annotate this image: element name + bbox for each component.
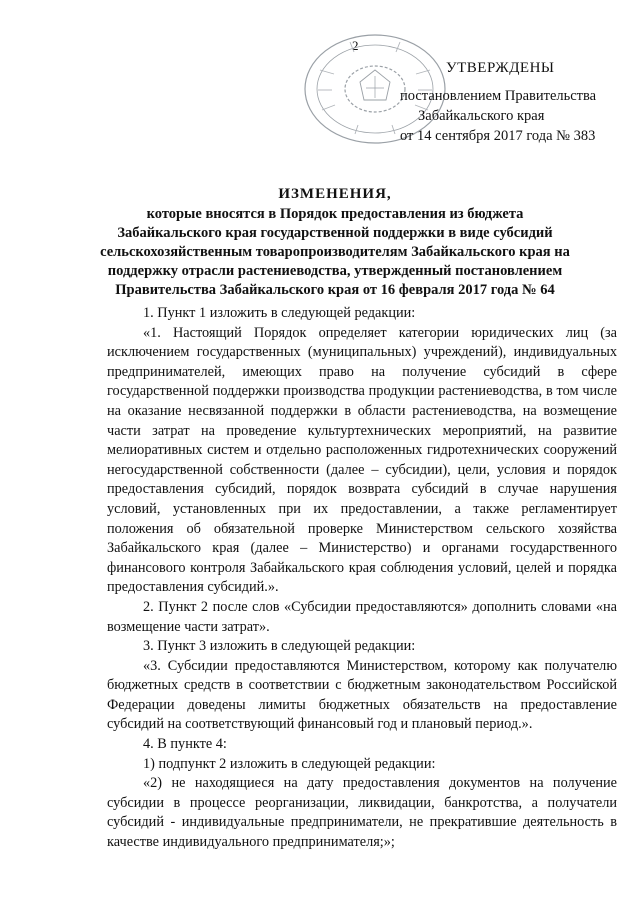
approval-line: от 14 сентября 2017 года № 383 bbox=[400, 128, 596, 144]
title-line: которые вносятся в Порядок предоставления из бюджета bbox=[146, 206, 524, 222]
paragraph: «2) не находящиеся на дату предоставления документов на получение субсидии в процессе реорганизации, ликвидации, банкротства, а получатели субсидий - индивидуальные предприниматели, не прекратившие деятельность в качестве индивидуального предпринимателя;»; bbox=[107, 775, 617, 851]
document-body bbox=[107, 304, 617, 853]
paragraph: «3. Субсидии предоставляются Министерством, которому как получателю бюджетных средств в соответствии с бюджетным законодательством Российской Федерации доведены лимиты бюджетных обязательств на предоставление субсидий на соответствующий финансовый год и плановый период.». bbox=[107, 657, 617, 733]
paragraph: 2. Пункт 2 после слов «Субсидии предоставляются» дополнить словами «на возмещение части затрат». bbox=[107, 598, 617, 635]
paragraph: 1) подпункт 2 изложить в следующей редакции: bbox=[143, 755, 436, 772]
paragraph: 1. Пункт 1 изложить в следующей редакции: bbox=[143, 305, 416, 321]
approval-line: постановлением Правительства bbox=[400, 88, 597, 104]
paragraph: 3. Пункт 3 изложить в следующей редакции: bbox=[143, 638, 416, 655]
title-line: Забайкальского края государственной поддержки в виде субсидий bbox=[117, 225, 553, 241]
title-line: Правительства Забайкальского края от 16 февраля 2017 года № 64 bbox=[115, 282, 555, 298]
title-line: сельскохозяйственным товаропроизводителям Забайкальского края на bbox=[100, 244, 570, 260]
paragraph: «1. Настоящий Порядок определяет категории юридических лиц (за исключением государственных (муниципальных) учреждений), индивидуальных предпринимателей, имеющих право на получение субсидий в сфере государственной поддержки производства продукции растениеводства, в том числе на оказание несвязанной поддержки в области растениеводства, на возмещение части затрат на проведение культуртехнических мероприятий, на развитие мелиоративных систем и отдельно расположенных гидротехнических сооружений негосударственной собственности (далее – субсидии), цели, условия и порядок предоставления субсидий, порядок возврата субсидий в случае нарушения условий, установленных при их предоставлении, а также регламентирует положения об обязательной проверке Министерством сельского хозяйства Забайкальского края (далее – Министерство) и органами государственного финансового контроля Забайкальского края соблюдения условий, целей и порядка предоставления субсидий.». bbox=[107, 324, 617, 596]
page-number: 2 bbox=[352, 38, 359, 53]
approval-block bbox=[400, 58, 610, 146]
paragraph: 4. В пункте 4: bbox=[143, 736, 227, 753]
title-heading: ИЗМЕНЕНИЯ, bbox=[278, 186, 392, 202]
title-line: поддержку отрасли растениеводства, утвержденный постановлением bbox=[107, 263, 563, 279]
approval-heading: УТВЕРЖДЕНЫ bbox=[446, 60, 555, 76]
document-title bbox=[100, 185, 570, 300]
approval-line: Забайкальского края bbox=[418, 108, 545, 124]
